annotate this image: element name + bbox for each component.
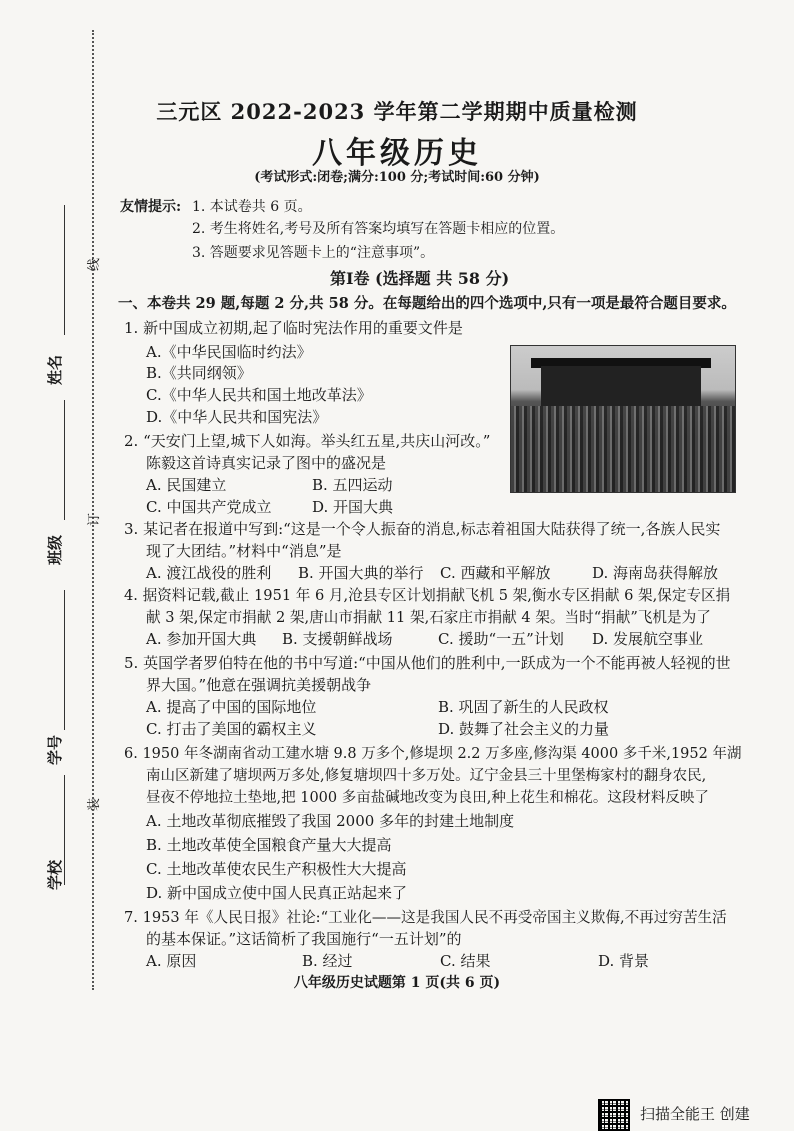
q2-option-a: A. 民国建立 (146, 476, 227, 494)
q3-option-a: A. 渡江战役的胜利 (146, 564, 272, 582)
q2-option-c: C. 中国共产党成立 (146, 498, 272, 516)
q1-option-b: B.《共同纲领》 (146, 364, 252, 382)
q5-option-a: A. 提高了中国的国际地位 (146, 698, 317, 716)
exam-info: (考试形式:闭卷;满分:100 分;考试时间:60 分钟) (254, 170, 540, 185)
q3-option-c: C. 西藏和平解放 (440, 564, 551, 582)
q6-option-d: D. 新中国成立使中国人民真正站起来了 (146, 884, 408, 902)
exam-title: 三元区 2022-2023 学年第二学期期中质量检测 (156, 99, 638, 124)
q7-option-c: C. 结果 (440, 952, 491, 970)
founding-ceremony-photo (510, 345, 736, 493)
section-instruction: 一、本卷共 29 题,每题 2 分,共 58 分。在每题给出的四个选项中,只有一项是最符合题目要求。 (118, 295, 736, 312)
qr-code-icon (598, 1099, 630, 1131)
q6-option-c: C. 土地改革使农民生产积极性大大提高 (146, 860, 407, 878)
school-label: 学校 (46, 859, 64, 890)
number-label: 学号 (46, 734, 64, 765)
q6-option-b: B. 土地改革使全国粮食产量大大提高 (146, 836, 392, 854)
q3-stem-1: 3. 某记者在报道中写到:“这是一个令人振奋的消息,标志着祖国大陆获得了统一,各族人民实 (124, 520, 721, 538)
q6-option-a: A. 土地改革彻底摧毁了我国 2000 多年的封建土地制度 (146, 812, 515, 830)
q1-stem: 1. 新中国成立初期,起了临时宪法作用的重要文件是 (124, 319, 463, 337)
q1-option-d: D.《中华人民共和国宪法》 (146, 408, 328, 426)
name-label: 姓名 (46, 354, 64, 385)
q4-stem-1: 4. 据资料记载,截止 1951 年 6 月,沧县专区计划捐献飞机 5 架,衡水专区捐献 6 架,保定专区捐 (124, 587, 731, 604)
section-heading: 第Ⅰ卷 (选择题 共 58 分) (330, 269, 510, 288)
class-label: 班级 (46, 534, 64, 565)
q7-option-d: D. 背景 (598, 952, 650, 970)
cut-char-staple: 装 (87, 797, 103, 812)
q5-stem-1: 5. 英国学者罗伯特在他的书中写道:“中国从他们的胜利中,一跃成为一个不能再被人轻视的世 (124, 654, 731, 672)
subject-title: 八年级历史 (312, 136, 482, 171)
q6-stem-2: 南山区新建了塘坝两万多处,修复塘坝四十多万处。辽宁金县三十里堡梅家村的翻身农民, (146, 768, 707, 784)
cut-char-line: 线 (87, 257, 103, 272)
scanner-watermark: 扫描全能王 创建 (640, 1105, 750, 1123)
q5-option-c: C. 打击了美国的霸权主义 (146, 720, 317, 738)
page-footer: 八年级历史试题第 1 页(共 6 页) (293, 975, 501, 991)
q5-option-d: D. 鼓舞了社会主义的力量 (438, 720, 610, 738)
q5-option-b: B. 巩固了新生的人民政权 (438, 698, 609, 716)
q3-stem-2: 现了大团结。”材料中“消息”是 (146, 542, 342, 560)
q2-option-b: B. 五四运动 (312, 476, 393, 494)
q2-stem-1: 2. “天安门上望,城下人如海。举头红五星,共庆山河改。” (124, 432, 491, 450)
q4-option-c: C. 援助“一五”计划 (438, 630, 564, 648)
q6-stem-3: 昼夜不停地拉土垫地,把 1000 多亩盐碱地改变为良田,种上花生和棉花。这段材料反映了 (146, 790, 709, 806)
q4-stem-2: 献 3 架,保定市捐献 2 架,唐山市捐献 11 架,石家庄市捐献 4 架。当时“捐献”飞机是为了 (146, 609, 711, 626)
q2-stem-2: 陈毅这首诗真实记录了图中的盛况是 (146, 454, 387, 472)
q3-option-d: D. 海南岛获得解放 (592, 564, 719, 582)
crowd (511, 406, 735, 492)
q7-stem-2: 的基本保证。”这话简析了我国施行“一五计划”的 (146, 930, 462, 948)
q3-option-b: B. 开国大典的举行 (298, 564, 424, 582)
tip-1: 1. 本试卷共 6 页。 (192, 199, 312, 215)
q7-option-b: B. 经过 (302, 952, 353, 970)
q6-stem-1: 6. 1950 年冬湖南省动工建水塘 9.8 万多个,修堤坝 2.2 万多座,修沟渠 4000 多千米,1952 年湖 (124, 746, 742, 762)
q4-option-d: D. 发展航空事业 (592, 630, 704, 648)
tips-label: 友情提示: (120, 199, 182, 215)
q7-option-a: A. 原因 (146, 952, 197, 970)
q4-option-b: B. 支援朝鲜战场 (282, 630, 393, 648)
name-blank-line (64, 205, 65, 335)
q5-stem-2: 界大国。”他意在强调抗美援朝战争 (146, 676, 372, 694)
q2-option-d: D. 开国大典 (312, 498, 394, 516)
q1-option-a: A.《中华民国临时约法》 (146, 343, 312, 361)
tip-3: 3. 答题要求见答题卡上的“注意事项”。 (192, 245, 435, 261)
q7-stem-1: 7. 1953 年《人民日报》社论:“工业化——这是我国人民不再受帝国主义欺侮,不再过穷苦生活 (124, 909, 727, 926)
class-blank-line (64, 400, 65, 520)
tiananmen-gate (541, 366, 701, 406)
q4-option-a: A. 参加开国大典 (146, 630, 257, 648)
cut-char-bind: 订 (87, 512, 103, 527)
number-blank-line (64, 590, 65, 730)
q1-option-c: C.《中华人民共和国土地改革法》 (146, 386, 372, 404)
tip-2: 2. 考生将姓名,考号及所有答案均填写在答题卡相应的位置。 (192, 221, 565, 237)
